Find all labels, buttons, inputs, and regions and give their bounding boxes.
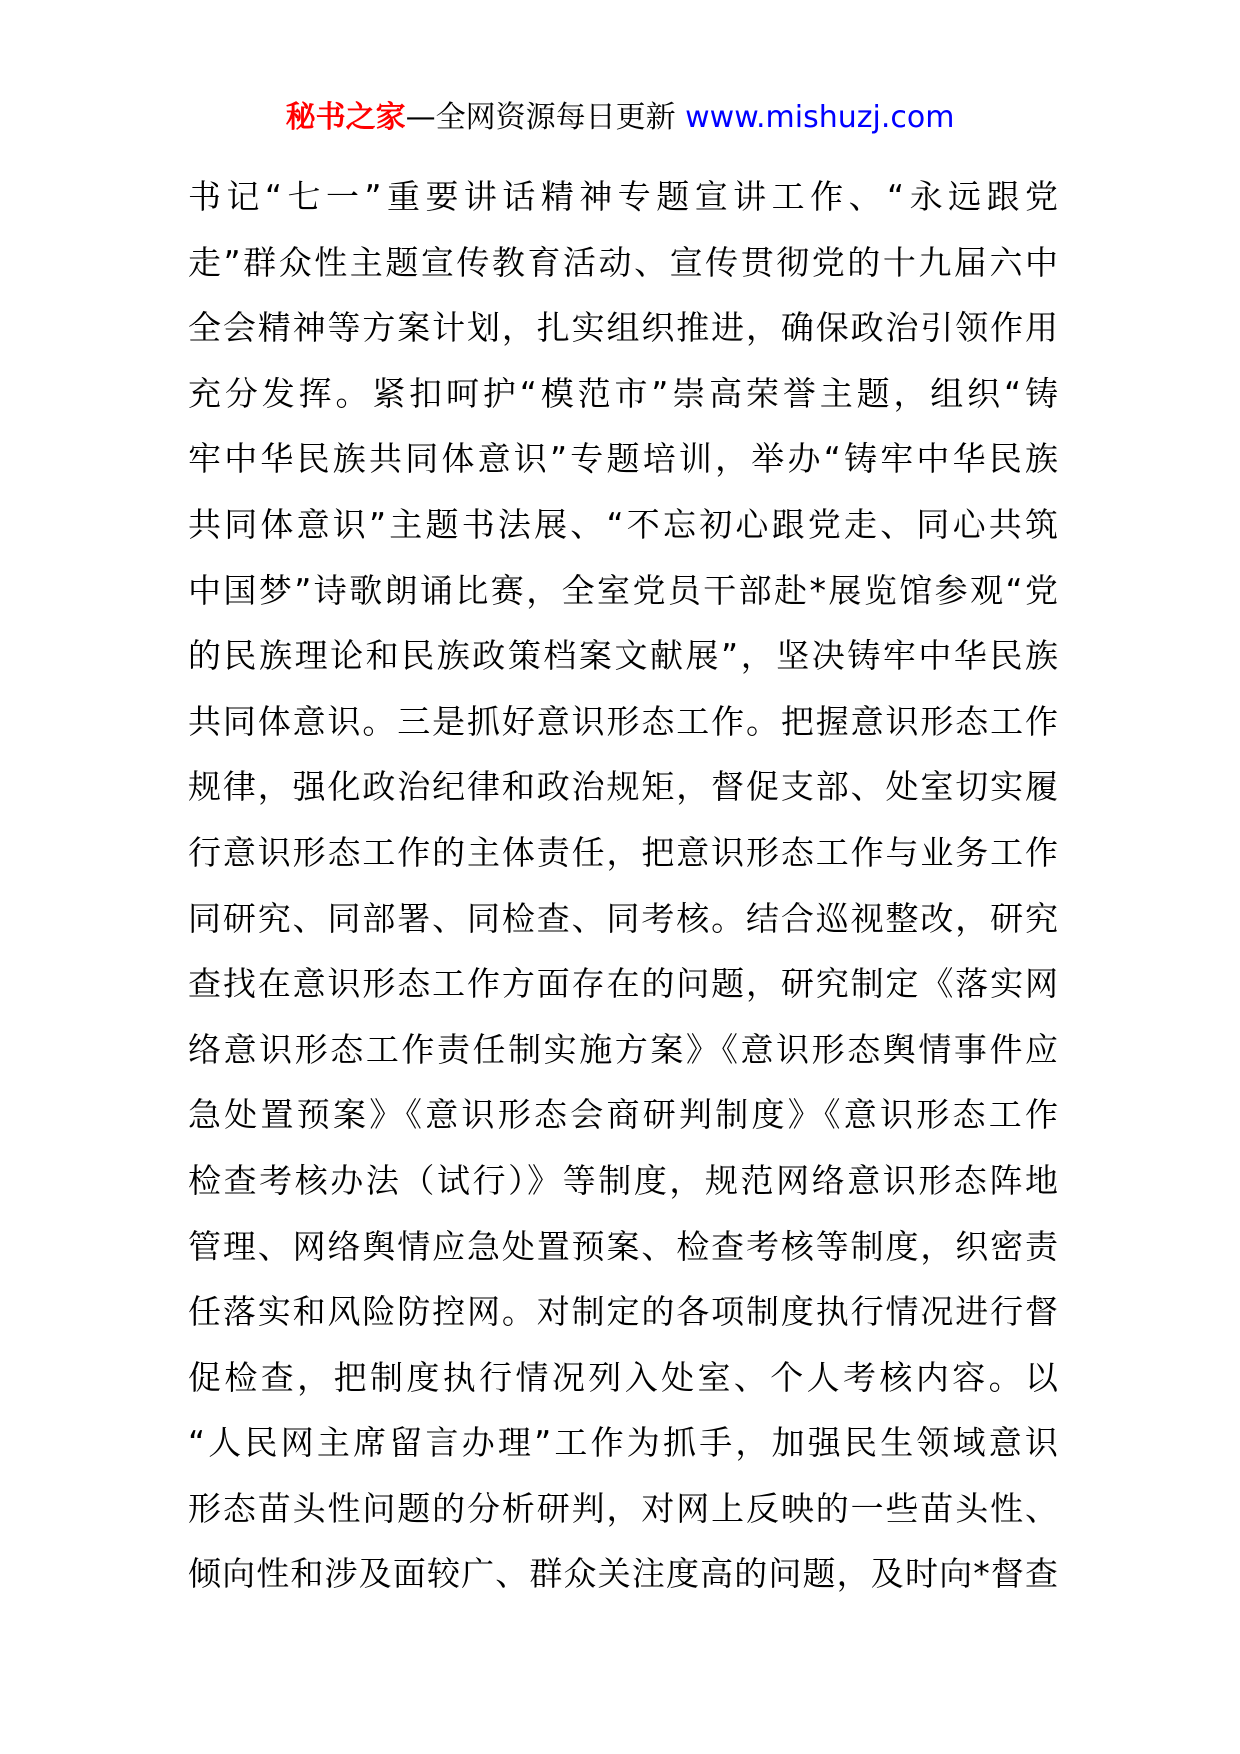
text-line: 检查考核办法（试行）》等制度，规范网络意识形态阵地 <box>188 1160 1058 1200</box>
text-line: 走”群众性主题宣传教育活动、宣传贯彻党的十九届六中 <box>188 242 1058 282</box>
text-line: 规律，强化政治纪律和政治规矩，督促支部、处室切实履 <box>188 767 1058 807</box>
text-line: 充分发挥。紧扣呵护“模范市”崇高荣誉主题，组织“铸 <box>188 373 1058 413</box>
text-line: 的民族理论和民族政策档案文献展”，坚决铸牢中华民族 <box>188 636 1058 676</box>
text-line: 任落实和风险防控网。对制定的各项制度执行情况进行督 <box>188 1292 1058 1332</box>
text-line: 书记“七一”重要讲话精神专题宣讲工作、“永远跟党 <box>188 177 1058 216</box>
document-body <box>188 164 1058 1607</box>
text-line: 行意识形态工作的主体责任，把意识形态工作与业务工作 <box>188 832 1058 872</box>
text-line: 急处置预案》《意识形态会商研判制度》《意识形态工作 <box>188 1095 1058 1135</box>
text-line: 共同体意识”主题书法展、“不忘初心跟党走、同心共筑 <box>188 504 1058 544</box>
text-line: “人民网主席留言办理”工作为抓手，加强民生领域意识 <box>188 1423 1058 1463</box>
text-line: 中国梦”诗歌朗诵比赛，全室党员干部赴*展览馆参观“党 <box>188 570 1058 610</box>
text-line: 形态苗头性问题的分析研判，对网上反映的一些苗头性、 <box>188 1488 1058 1528</box>
text-line: 倾向性和涉及面较广、群众关注度高的问题，及时向*督查 <box>188 1554 1058 1594</box>
text-line: 查找在意识形态工作方面存在的问题，研究制定《落实网 <box>188 964 1058 1004</box>
text-line: 管理、网络舆情应急处置预案、检查考核等制度，织密责 <box>188 1226 1058 1266</box>
text-line: 共同体意识。三是抓好意识形态工作。把握意识形态工作 <box>188 701 1058 741</box>
text-line: 促检查，把制度执行情况列入处室、个人考核内容。以 <box>188 1357 1058 1397</box>
brand-name: 秘书之家 <box>285 100 406 135</box>
site-url-link[interactable]: www.mishuzj.com <box>685 100 955 135</box>
text-line: 络意识形态工作责任制实施方案》《意识形态舆情事件应 <box>188 1029 1058 1069</box>
text-line: 同研究、同部署、同检查、同考核。结合巡视整改，研究 <box>188 898 1058 938</box>
text-line: 全会精神等方案计划，扎实组织推进，确保政治引领作用 <box>188 308 1058 348</box>
page-header <box>0 98 1240 138</box>
text-line: 牢中华民族共同体意识”专题培训，举办“铸牢中华民族 <box>188 439 1058 479</box>
header-tagline: —全网资源每日更新 <box>405 100 676 135</box>
